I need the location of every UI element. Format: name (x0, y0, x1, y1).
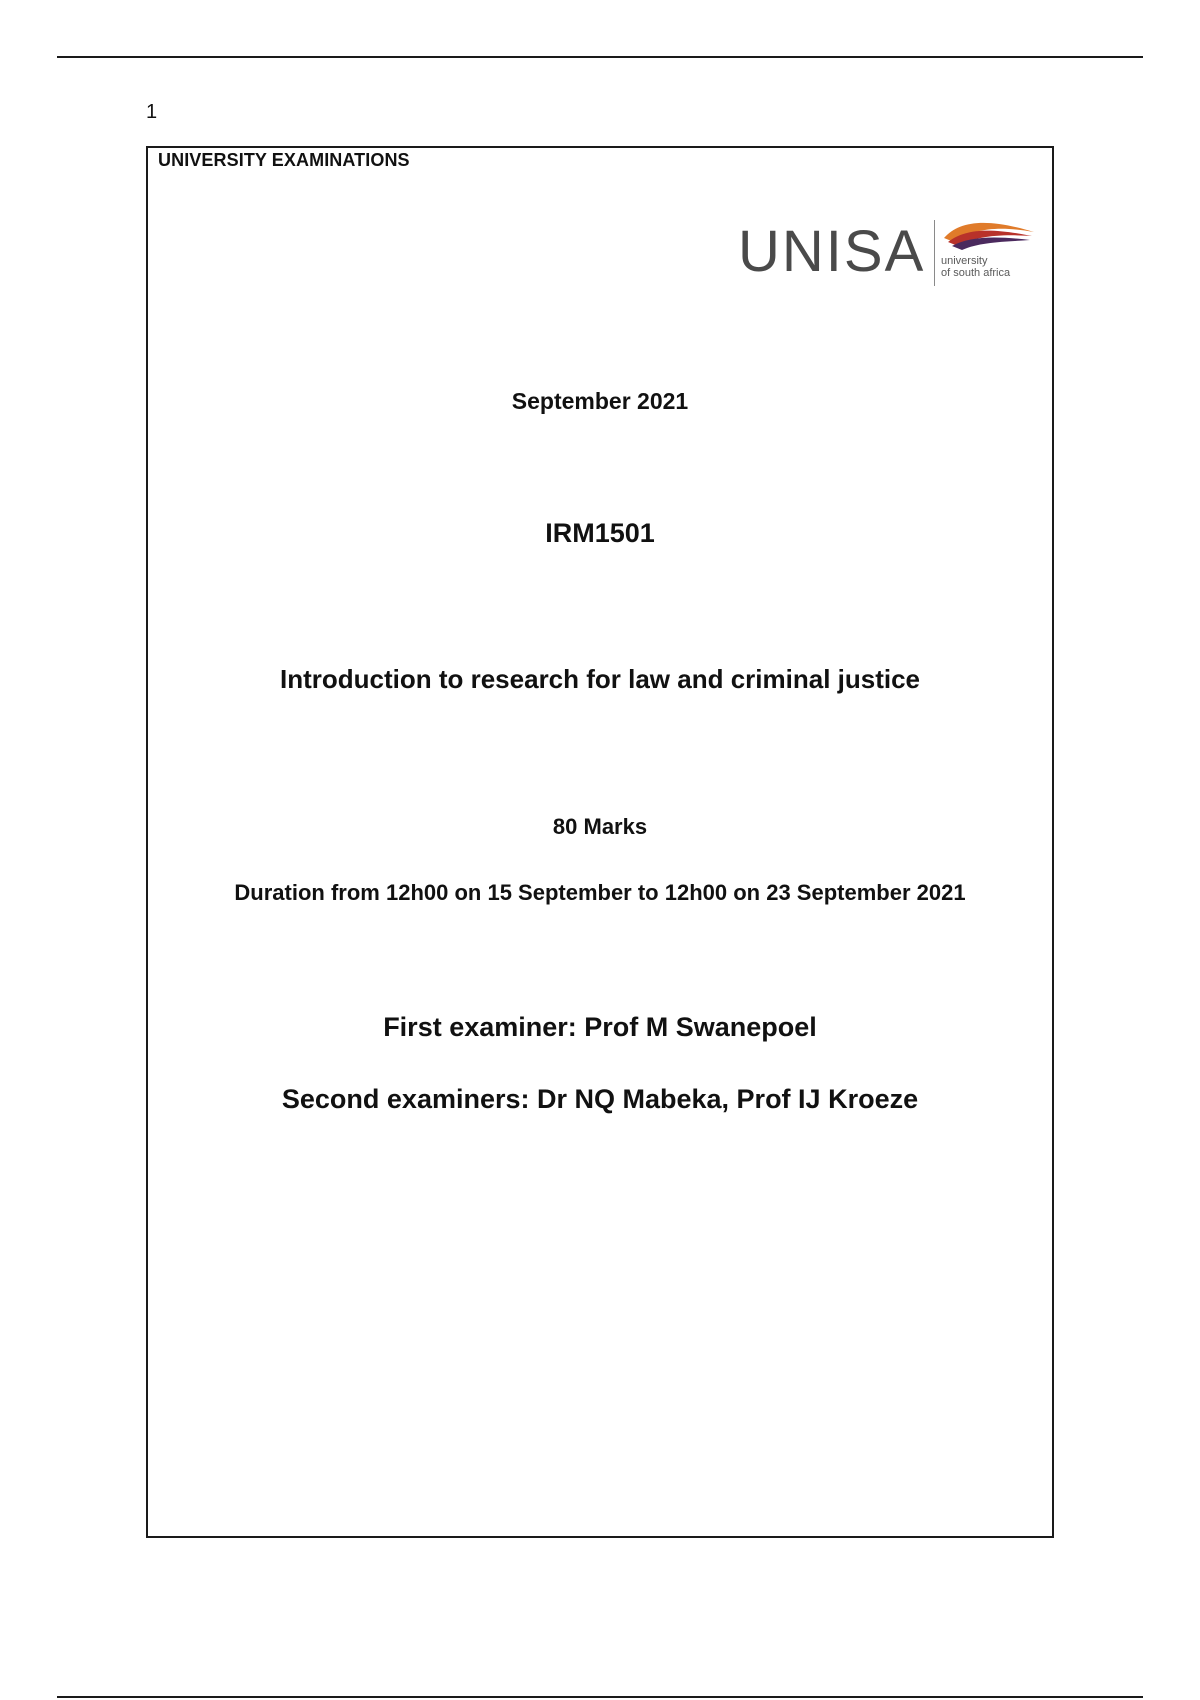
logo-subtitle-line1: university (941, 255, 988, 267)
logo-subtitle (941, 255, 1010, 279)
total-marks: 80 Marks (552, 814, 648, 839)
logo-wordmark: UNISA (738, 219, 926, 284)
module-code: IRM1501 (545, 518, 655, 548)
logo-subtitle-line2: of south africa (941, 267, 1011, 279)
top-rule (57, 56, 1143, 58)
exam-cover-box (146, 146, 1054, 1538)
unisa-logo (738, 220, 1038, 300)
page-number: 1 (146, 101, 158, 123)
first-examiner: First examiner: Prof M Swanepoel (383, 1012, 817, 1042)
logo-divider (934, 220, 935, 286)
logo-swoosh-icon (940, 218, 1036, 254)
header-label: UNIVERSITY EXAMINATIONS (158, 150, 410, 170)
second-examiners: Second examiners: Dr NQ Mabeka, Prof IJ Kroeze (281, 1084, 919, 1114)
exam-duration: Duration from 12h00 on 15 September to 12h00 on 23 September 2021 (234, 880, 966, 905)
module-title: Introduction to research for law and criminal justice (279, 664, 921, 694)
bottom-rule (57, 1696, 1143, 1698)
exam-date: September 2021 (511, 388, 689, 414)
